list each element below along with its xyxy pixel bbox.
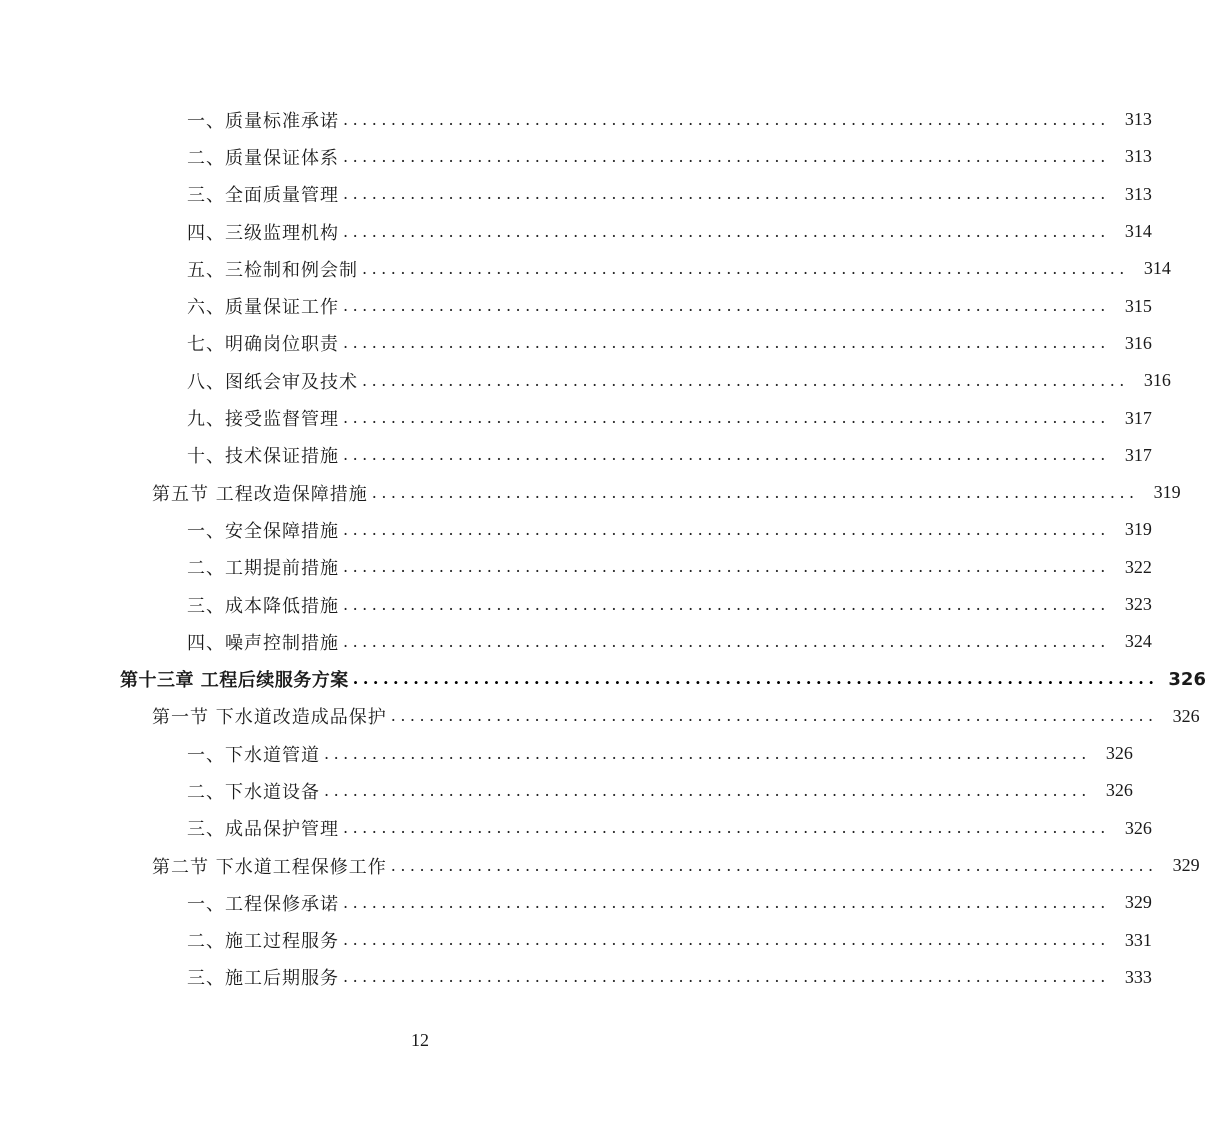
toc-entry-page: 323: [1124, 594, 1152, 614]
toc-dot-leader: ................................................................................: [371, 482, 1139, 502]
toc-entry-page: 313: [1124, 183, 1152, 204]
toc-dot-leader: ................................................................................: [343, 445, 1110, 465]
toc-entry-page: 326: [1172, 705, 1200, 726]
toc-entry-page: 319: [1124, 519, 1152, 540]
toc-entry-title: 四、噪声控制措施: [187, 632, 339, 654]
toc-dot-leader: ................................................................................: [343, 594, 1110, 614]
toc-dot-leader: ................................................................................: [343, 146, 1110, 166]
toc-entry[interactable]: [0, 660, 1206, 697]
toc-entry-title: 一、下水道管道: [187, 744, 320, 766]
toc-entry-title: 第二节 下水道工程保修工作: [152, 856, 387, 878]
toc-entry-page: 326: [1105, 780, 1133, 801]
toc-entry-title: 第一节 下水道改造成品保护: [152, 707, 387, 729]
toc-entry-page: 322: [1124, 556, 1152, 577]
toc-entry-page: 314: [1143, 258, 1171, 279]
toc-dot-leader: ................................................................................: [343, 557, 1110, 577]
toc-entry[interactable]: [0, 810, 1152, 847]
toc-entry-page: 329: [1172, 855, 1200, 876]
toc-entry-page: 315: [1124, 295, 1152, 316]
toc-dot-leader: ................................................................................: [343, 967, 1110, 987]
toc-entry-title: 八、图纸会审及技术: [187, 371, 358, 393]
toc-entry-page: 331: [1124, 929, 1152, 950]
toc-entry-page: 326: [1124, 817, 1152, 838]
toc-entry[interactable]: [0, 772, 1133, 809]
toc-entry-title: 二、下水道设备: [187, 781, 320, 803]
toc-entry-page: 316: [1143, 370, 1171, 391]
toc-entry-page: 326: [1168, 668, 1206, 690]
toc-entry-page: 324: [1124, 631, 1152, 652]
page-number: 12: [411, 1030, 429, 1050]
toc-entry[interactable]: [0, 623, 1152, 660]
toc-dot-leader: ................................................................................: [343, 221, 1110, 241]
toc-dot-leader: ................................................................................: [343, 818, 1110, 838]
toc-entry-page: 326: [1105, 743, 1133, 764]
toc-entry-title: 四、三级监理机构: [187, 222, 339, 244]
toc-entry-title: 五、三检制和例会制: [187, 259, 358, 281]
toc-dot-leader: ................................................................................: [343, 408, 1110, 428]
toc-entry[interactable]: [0, 362, 1171, 399]
toc-entry-page: 314: [1124, 221, 1152, 242]
toc-entry[interactable]: [0, 847, 1200, 884]
toc-entry-title: 十、技术保证措施: [187, 446, 339, 468]
toc-dot-leader: ................................................................................: [343, 333, 1110, 353]
toc-dot-leader: ................................................................................: [343, 296, 1110, 316]
toc-entry-page: 317: [1124, 407, 1152, 428]
toc-entry[interactable]: [0, 511, 1152, 548]
toc-entry-page: 316: [1124, 332, 1152, 353]
toc-entry-title: 三、全面质量管理: [187, 185, 339, 207]
toc-entry[interactable]: [0, 250, 1171, 287]
toc-entry-title: 三、成品保护管理: [187, 819, 339, 841]
toc-entry-title: 六、质量保证工作: [187, 297, 339, 319]
toc-entry-title: 一、质量标准承诺: [187, 110, 339, 132]
toc-entry-title: 三、成本降低措施: [187, 595, 339, 617]
toc-entry-page: 319: [1153, 482, 1181, 503]
toc-dot-leader: ................................................................................: [390, 706, 1158, 726]
toc-entry-page: 317: [1124, 444, 1152, 465]
toc-entry-title: 一、工程保修承诺: [187, 893, 339, 915]
toc-dot-leader: ................................................................................: [343, 930, 1110, 950]
toc-entry[interactable]: [0, 698, 1200, 735]
toc-entry-page: 333: [1124, 966, 1152, 987]
toc-dot-leader: ................................................................................: [362, 258, 1129, 278]
toc-entry[interactable]: [0, 399, 1152, 436]
table-of-contents: [0, 101, 1206, 996]
toc-entry-page: 313: [1124, 146, 1152, 167]
toc-dot-leader: ................................................................................: [343, 519, 1110, 539]
toc-entry[interactable]: [0, 176, 1152, 213]
toc-entry[interactable]: [0, 213, 1152, 250]
toc-entry-title: 二、施工过程服务: [187, 931, 339, 953]
toc-entry[interactable]: [0, 437, 1152, 474]
toc-dot-leader: ................................................................................: [343, 892, 1110, 912]
toc-entry-title: 第十三章 工程后续服务方案: [120, 670, 349, 692]
toc-entry-title: 三、施工后期服务: [187, 968, 339, 990]
toc-entry-page: 313: [1124, 109, 1152, 130]
toc-dot-leader: ................................................................................: [324, 780, 1091, 800]
toc-entry[interactable]: [0, 138, 1152, 175]
toc-entry[interactable]: [0, 101, 1152, 138]
toc-entry[interactable]: [0, 922, 1152, 959]
toc-dot-leader: ................................................................................: [352, 669, 1159, 689]
toc-dot-leader: ................................................................................: [343, 631, 1110, 651]
toc-dot-leader: ................................................................................: [324, 743, 1091, 763]
toc-entry[interactable]: [0, 586, 1152, 623]
toc-dot-leader: ................................................................................: [343, 184, 1110, 204]
toc-entry-title: 二、工期提前措施: [187, 558, 339, 580]
toc-entry-title: 二、质量保证体系: [187, 147, 339, 169]
toc-dot-leader: ................................................................................: [390, 855, 1158, 875]
toc-entry[interactable]: [0, 325, 1152, 362]
toc-entry-title: 七、明确岗位职责: [187, 334, 339, 356]
toc-dot-leader: ................................................................................: [343, 109, 1110, 129]
toc-entry-title: 九、接受监督管理: [187, 409, 339, 431]
toc-entry-title: 一、安全保障措施: [187, 520, 339, 542]
toc-entry[interactable]: [0, 735, 1133, 772]
toc-entry[interactable]: [0, 959, 1152, 996]
toc-entry[interactable]: [0, 287, 1152, 324]
toc-entry-title: 第五节 工程改造保障措施: [152, 483, 368, 505]
toc-dot-leader: ................................................................................: [362, 370, 1129, 390]
toc-entry[interactable]: [0, 474, 1181, 511]
toc-entry-page: 329: [1124, 892, 1152, 913]
toc-entry[interactable]: [0, 884, 1152, 921]
toc-entry[interactable]: [0, 549, 1152, 586]
